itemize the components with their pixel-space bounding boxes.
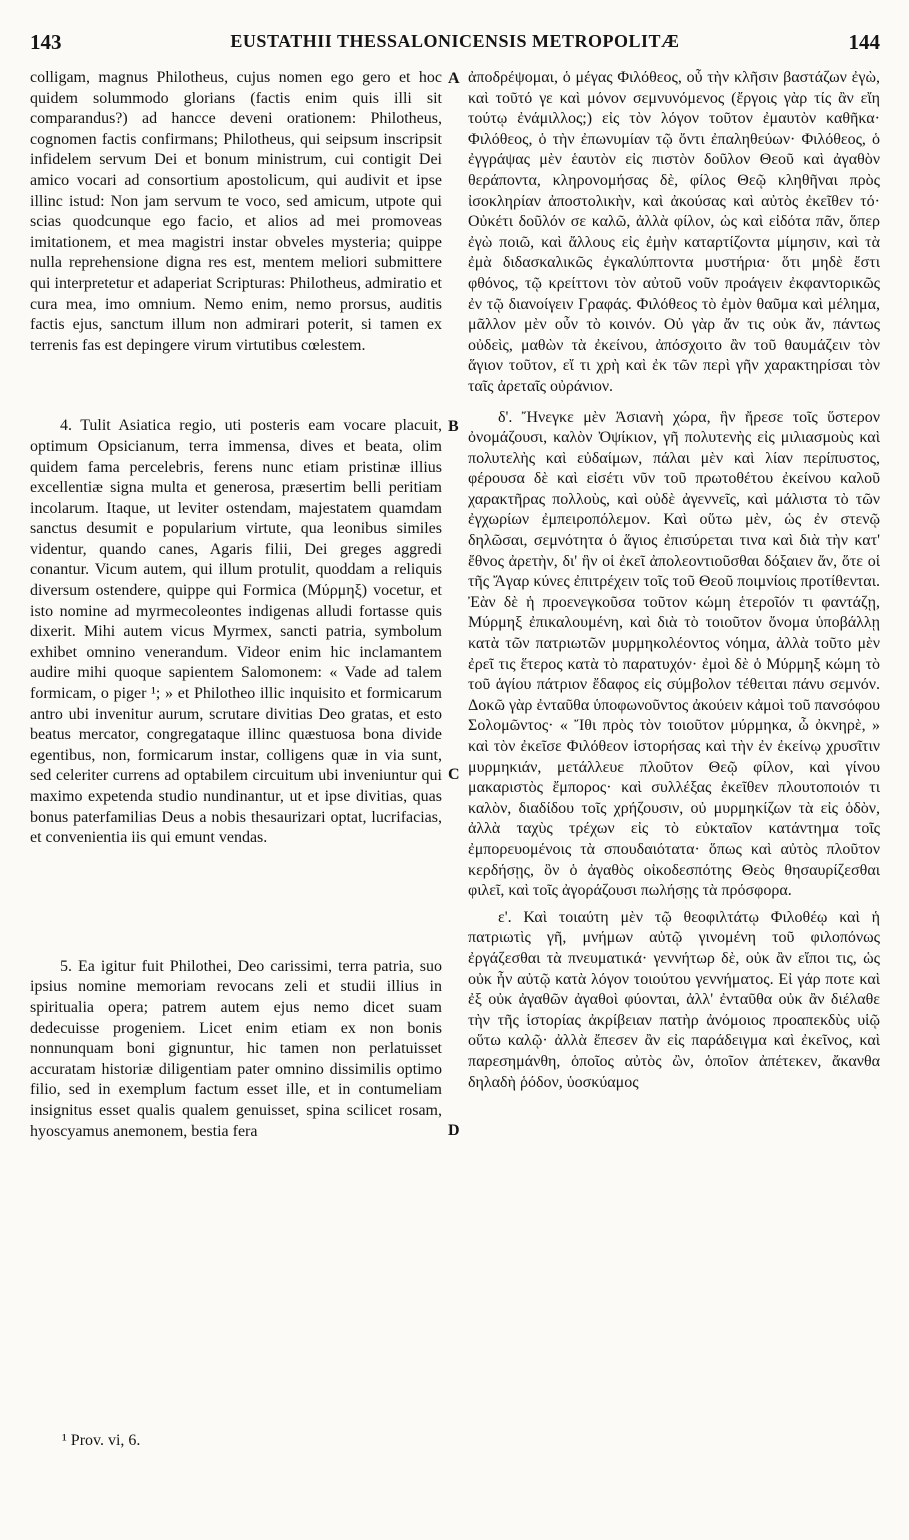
- footnote: ¹ Prov. vi, 6.: [62, 1432, 141, 1449]
- greek-paragraph-3-cont: ἀποδρέψομαι, ὁ μέγας Φιλόθεος, οὗ τὴν κλῆσιν βαστάζων ἐγὼ, καὶ τοῦτό γε καὶ μόνον σεμνυνόμενος (ἔργοις γὰρ τίς ἂν εἴη τούτῳ ἐνάμιλλος;) εἰς τὸν λόγον τοῦτον ἐμαυτὸν καθῆκα· Φιλόθεος, ὁ τὴν ἐπωνυμίαν τῷ ὄντι ἐπαληθεύων· Φιλόθεος, ὁ ἐγγράψας μὲν ἑαυτὸν εἰς πιστὸν δοῦλον Θεοῦ καὶ ἀγαθὸν θεράποντα, κληρονομήσας δὲ, φίλος Θεῷ κληθῆναι πρὸς ἰσοκληρίαν ἀποστολικὴν, καὶ ἀκούσας καὶ αὐτὸς ἐκεῖθεν τό· Οὐκέτι δοῦλόν σε καλῶ, ἀλλὰ φίλον, ὡς καὶ εἰδότα πᾶν, ὅπερ ἐγὼ ποιῶ, καὶ ἄλλους εἰς ἐμὴν καταρτίζοντα μίμησιν, καὶ τὰ ἐμὰ διδασκαλικῶς ἐγκαλύπτοντα μυστήρια· ὅτι μηδὲ ἔστι φθόνος, τῷ κρείττονι τὸν αὐτοῦ νοῦν προάγειν ἐκφαντορικῶς ἐν τῷ διανοίγειν Γραφάς. Φιλόθεος τὸ ἐμὸν θαῦμα καὶ μέλημα, μᾶλλον μὲν οὖν τὸ κοινόν. Οὐ γὰρ ἄν τις οὐκ ἄν, πάντως οὐδεὶς, μαθὼν τὰ ἐκείνου, ἀπόσχοιτο ἂν τοῦ θαυμάζειν τὸν ἅγιον τοῦτον, εἴ τι χρὴ καὶ ἐκ τῶν περὶ γῆν χαρακτηρίσαι τὸν ταῖς ἀρεταῖς οὐράνιον.: [468, 69, 880, 395]
- page-number-right: 144: [848, 30, 880, 54]
- latin-paragraph-5: 5. Ea igitur fuit Philothei, Deo carissimi, terra patria, suo ipsius nomine memoriam revocans zeli et studii illius in spiritualia opera; patrem autem ejus nemo dicet suam dedecuisse progeniem. Licet enim etiam ex non bonis nonnunquam boni gignuntur, hic tamen non perlatuisset accuratam historiæ diligentiam pater omnino dissimilis optimo filio, sed in exemplum factum esset ille, et in contumeliam insignitus esset qualis qualem genuisset, spina scilicet rosam, hyoscyamus anemonem, bestia fera: [30, 957, 442, 1140]
- running-title: EUSTATHII THESSALONICENSIS METROPOLITÆ: [230, 31, 680, 51]
- margin-marker-c: C: [448, 766, 460, 783]
- greek-column: [468, 68, 880, 1093]
- latin-paragraph-3-cont: colligam, magnus Philotheus, cujus nomen ego gero et hoc quidem solummodo glorians (factis enim quis illi sit comparandus?) ad hancce deveni orationem: Philotheus, cognomen factis confirmans; Philotheus, qui seipsum inscripsit infidelem servum Dei et bonum ministrum, cui contigit Dei amico vocari ad consortium apostolicum, qui audivit et ipse illinc istud: Non jam servum te voco, sed amicum, utpote qui scias quodcunque ego facio, et alios ad mei promoveas imitationem, et mea magistri instar obvelеs mysteria; quippe nulla reprehensione digna res est, mentem meliori submittere qui interpretetur et adaperiat Scripturas: Philotheus, admiratio et cura mea, imo omnium. Nemo enim, nemo prorsus, auditis factis ejus, sanctum illum non admirari poterit, si tamen ex terrenis fas est depingere virum virtutibus cœlestem.: [30, 69, 442, 354]
- margin-marker-b: B: [448, 418, 459, 435]
- margin-marker-d: D: [448, 1122, 460, 1139]
- latin-column: [30, 68, 442, 1142]
- page-number-left: 143: [30, 30, 62, 54]
- page-header: [30, 30, 880, 66]
- greek-paragraph-4: δ'. Ἤνεγκε μὲν Ἀσιανὴ χώρα, ἣν ἤρεσε τοῖς ὕστερον ὀνομάζουσι, καλὸν Ὀψίκιον, γῆ πολυτενὴς εἰς μιλιασμοὺς καὶ πολυτελὴς καὶ εὐδαίμων, πάλαι μὲν καὶ λίαν περίπυστος, φέρουσα δὲ καὶ εἰσέτι νῦν τοῦ πρωτοθέτου ἐκείνου καλοῦ χαρακτῆρας πολλοὺς, καὶ οὐδὲ ἀγεννεῖς, καὶ μάλιστα τὸ τῶν ἐγχωρίων ἐμπειροπόλεμον. Καὶ οὕτω μὲν, ὡς ἐν στενῷ δηλῶσαι, σεμνότητα ὁ ἅγιος ἐπισύρεται τινα καὶ διὰ τὴν κατ' ἔθνος ἀρετὴν, δι' ἣν οἱ ἐκεῖ ἀπολεοντιοῦσθαι δόξαιεν ἄν, ὅτε οἱ τῆς Ἄγαρ κύνες ἐπιτρέχειν τοῖς τοῦ Θεοῦ ποιμνίοις προτίθενται. Ἐὰν δὲ ἡ προενεγκοῦσα τοῦτον κώμη ἑτεροῖόν τι φαντάζῃ, Μύρμηξ ἐπικαλουμένη, καὶ διὰ τὸ τοιοῦτον ὄνομα ὑποβάλλῃ κατὰ τῶν πατριωτῶν μυρμηκολέοντος νόημα, ἀλλὰ τοῦτο μὲν ἐρεῖ τις ἕτερος κατὰ τὸ παρατυχόν· ἐμοὶ δὲ ὁ Μύρμηξ κώμη τὸ τοῦ ἁγίου πάτριον ἔδαφος εἰς σύμβολον τέθειται πάνυ σεμνόν. Δοκῶ γὰρ ἐνταῦθα ὑποφωνοῦντος ἀκούειν κἀμοὶ τοῦ πανσόφου Σολομῶντος· « Ἴθι πρὸς τὸν τοιοῦτον μύρμηκα, ὦ ὀκνηρὲ, » καὶ τὸν ἐκεῖσε Φιλόθεον ἱστορήσας καὶ τὴν ἐν ἐκείνῳ χρυσῖτιν μυρμηκιάν, μετάλλευε πλοῦτον Θεῷ φίλον, καὶ γίνου μακαριστὸς ἔμπορος· καὶ συλλέξας ἐκεῖθεν πλουτοποιόν τι καλὸν, διαδίδου τοῖς χρήζουσιν, οὐ μυρμηκίζων τὰ εἰς ὁδὸν, ἀλλὰ ταχὺς τρέχων εἰς τὸ εὐκταῖον κατάντημα τοῖς ἐμπορευομένοις τὰ σπουδαιότατα· ὅπως καὶ αὐτὸς πλοῦτον κερδήσῃς, ὃν ὁ ἀγαθὸς οἰκοδεσπότης Θεὸς θησαυρίζεσθαι φιλεῖ, καὶ τοῖς ἀγοράζουσι πωλήσῃς τὰ πρόσφορα.: [468, 408, 880, 900]
- latin-paragraph-4: 4. Tulit Asiatica regio, uti posteris eam vocare placuit, optimum Opsicianum, terra immensa, dives et beata, olim quidem fama percelebris, ferens nunc etiam pristinæ illius excellentiæ signa multa et generosa, præsertim belli peritiam incolarum. Itaque, ut leviter ostendam, majestatem quamdam sanctus desumit e popularium virtute, qua leonibus similes videntur, quando canes, Agaris filii, Dei greges aggredi conantur. Vicum autem, qui illum protulit, quoddam a reliquis diversum ostendere, quippe qui Formica (Μύρμηξ) vocetur, et isto nomine ad myrmecoleontes indigenas alludi fortasse quis dixerit. Mihi autem vicus Myrmex, sancti patria, symbolum exhibet omnino venerandum. Videor enim hic inclamantem audire mihi quoque sapientem Salomonem: « Vade ad talem formicam, o piger ¹; » et Philotheo illic inquisito et formicarum antro ubi invenitur aurum, scrutare divitias Deo gratas, et esto beatus mercator, congregataque illinc quæstuosa bona divide egentibus, non, formicarum instar, colligens quæ in via sunt, sed celeriter currens ad optabilem circuitum ubi inveniuntur qui maximo expetenda studio nundinantur, ut et ipse divitias, quas bonus paterfamilias Deus a nobis thesaurizari optat, lucrifacias, et convenientia iis qui emunt vendas.: [30, 417, 442, 847]
- margin-marker-a: A: [448, 70, 460, 87]
- greek-paragraph-5: ε'. Καὶ τοιαύτη μὲν τῷ θεοφιλτάτῳ Φιλοθέῳ καὶ ἡ πατριωτὶς γῆ, μνήμων αὐτῷ γινομένη τοῦ φιλοπόνως ἐργάζεσθαι τὰ πνευματικά· γεννήτωρ δὲ, οὐκ ἂν εἴποι τις, ὡς οὐκ ἦν αὐτῷ κατὰ λόγον τοιούτου γεννήματος. Εἰ γάρ ποτε καὶ ἐξ οὐκ ἀγαθῶν ἀγαθοὶ φύονται, ἀλλ' ἐνταῦθα οὐκ ἂν διέλαθε τὴν τῆς ἱστορίας ἀκρίβειαν πατὴρ ἀνόμοιος προαπεκδὺς υἱῷ οὕτω καλῷ· ἀλλὰ ἔπεσεν ἂν εἰς παράδειγμα καὶ ἐκεῖνος, καὶ παρεσημάνθη, ὁποῖος αὐτὸς ὢν, ὁποῖον ἀπέτεκεν, ἄκανθα δηλαδὴ ῥόδον, ὑοσκύαμος: [468, 908, 880, 1091]
